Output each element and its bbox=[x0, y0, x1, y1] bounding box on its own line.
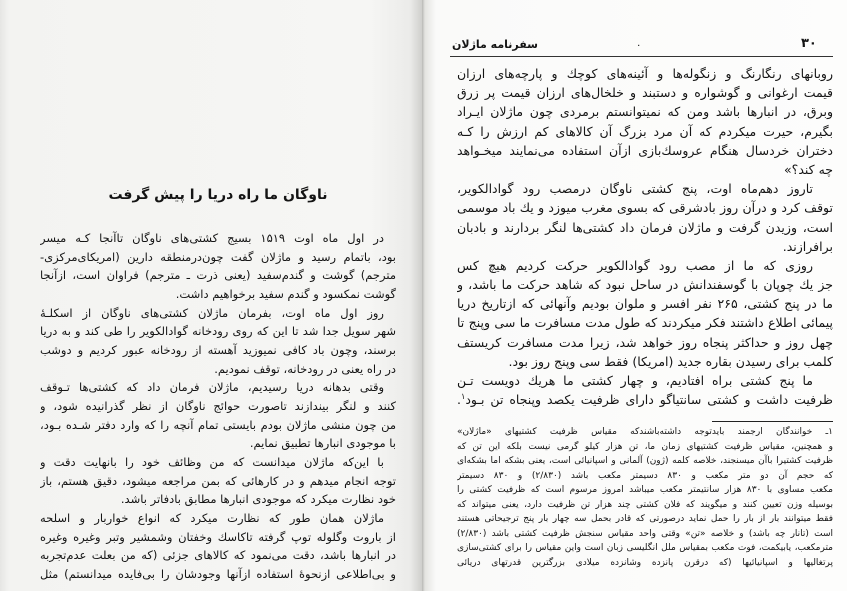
text-line: است، وزیدن گرفت و ماژلان فرمان داد کشتی‌ها لنگر بردارند و بادبان bbox=[457, 219, 833, 235]
text-line: قیمت ارغوانی و گوشواره و دستبند و خلخال‌های ارزان قیمت پر زرق bbox=[457, 85, 833, 101]
text-line: بگیرم، حیرت میکردم که آن مرد بزرگ آن کالاهای کم ارزش را کـه bbox=[457, 123, 833, 139]
footnote-line: مکعب مساوی با ۸۳۰ هزار سانتیمتر مکعب میباشد امروز مرسوم است که ظرفیت کشتی را bbox=[457, 485, 833, 495]
page-number: ۳۰ bbox=[801, 36, 817, 51]
paragraph bbox=[40, 229, 396, 304]
text-line: روز اول ماه اوت، بفرمان ماژلان کشتی‌های ناوگان از اسکلـهٔ bbox=[40, 305, 384, 320]
footnote-line: ۱ـ خوانندگان ارجمند بایدتوجه داشته‌باشندکه مقیاس ظرفیت کشتیهای «ماژلان» bbox=[457, 427, 833, 437]
footnote-line: و همچنین، مقیاس ظرفیت کشتیهای زمان ما، تن هزار کیلو گرمی نیست بلکه این تن که bbox=[457, 441, 833, 452]
text-line: کلمب برای رسیدن بقاره جدید (امریکا) فقط سی وپنج روز بود. bbox=[508, 353, 833, 369]
text-line: در اول ماه اوت ۱۵۱۹ بسیج کشتی‌های ناوگان تاآنجا کـه میسر bbox=[40, 231, 384, 245]
footnote-line: که حجم آن دو متر مکعب و ۸۳۰ دسیمتر مکعب باشد (۲/۸۳۰) و ۸۳۰ دسیمتر bbox=[457, 470, 833, 481]
text-line: روبانهای رنگارنگ و زنگوله‌ها و آئینه‌های کوچك و پارچه‌های ارزان bbox=[457, 66, 833, 81]
section-title bbox=[40, 185, 396, 205]
text-line: در انبارها باشد، دقت می‌نمود که کالاهای جزئی (که من بعلت عدم‌تجربه bbox=[40, 548, 396, 563]
text-line: از باروت وگلوله توپ گرفته تاکاسك وخفتان وشمشیر وتبر وغیره وغیره bbox=[40, 529, 396, 544]
left-page-body bbox=[40, 229, 396, 583]
section-title-text: ناوگان ما راه دریا را پیش گرفت bbox=[108, 187, 328, 203]
text-line: تاروز دهم‌ماه اوت، پنج کشتی ناوگان درمصب رود گوادالکویر، bbox=[457, 181, 813, 197]
text-line: و بی‌اطلاعی ازنحوهٔ استفاده ازآنها وجودشان را بی‌فایده میدانستم) مثل bbox=[40, 566, 396, 581]
text-line: دختران خردسال هنگام عروسك‌بازی ازآن استفاده می‌نمایند میخـواهد bbox=[457, 142, 833, 158]
footnote-line: پرتغالیها و اسپانیائیها (که درقرن پانزده وشانزده میلادی بزرگترین قدرتهای دریائی bbox=[457, 557, 833, 568]
footnote-line: است (تانار چه باشد) و خلاصه «تن» وقتی واحد مقیاس سنجش ظرفیت کشتی باشد (۲/۸۳۰) bbox=[457, 528, 833, 539]
text-line bbox=[457, 390, 833, 409]
header-rule bbox=[450, 56, 833, 57]
text-line: پیمائی اطلاع داشتند فکر میکردند که طول مدت مسافرت ما سی وپنج تا bbox=[457, 315, 833, 331]
paragraph bbox=[40, 453, 396, 509]
text-line: روزی که ما از مصب رود گوادالکویر حرکت کردیم هیچ کس bbox=[457, 257, 813, 273]
header-ornament: ۰ bbox=[636, 40, 642, 51]
text-line: چهل روز و حداکثر پنجاه روز خواهد شد، زیرا مدت مسافرت کریستف bbox=[457, 334, 833, 350]
text-line: ماژلان همان طور که نظارت میکرد که انواع خواربار و اسلحه bbox=[40, 510, 384, 525]
text-line: مترجم) گوشت و گندم‌سفید (یعنی ذرت ـ مترجم) فراوان است، ازآنجا bbox=[40, 268, 396, 283]
text-line: گوشت نمکسود و گندم سفید برخواهیم داشت. bbox=[175, 286, 396, 301]
text-line: خود نظارت میکرد که موجودی انبارها مطابق بادفاتر باشد. bbox=[120, 492, 396, 507]
paragraph bbox=[40, 378, 396, 453]
text-line: برسند، وچون باد کافی نمیوزید آهسته از رودخانه عبور کردیم و دوشب bbox=[40, 342, 396, 357]
text-line: شهر سویل جدا شد تا این که روی رودخانه گوادالکویر را طی کند و به دریا bbox=[40, 324, 396, 339]
footnote-line: بوسیله وزن تعیین کنند و میگویند که فلان کشتی چند هزار تن ظرفیت دارد، یعنی میتواند که bbox=[457, 499, 833, 510]
text-line: در راه یعنی در رودخانه، توقف نمودیم. bbox=[214, 361, 396, 376]
text-line: چه کند؟» bbox=[784, 161, 833, 177]
footnote-line: مترمکعب، یابیکمت، فوت مکعب بمقیاس ملل انگلیسی زبان است واین مقیاس را برای کشتی‌سازی bbox=[457, 543, 833, 553]
text-line: وقتی بدهانه دریا رسیدیم، ماژلان فرمان داد که کشتی‌ها تـوقف bbox=[40, 380, 384, 395]
paragraph bbox=[457, 64, 833, 179]
text-line: ما پنج کشتی براه افتادیم، و چهار کشتی ما هریك دویست تـن bbox=[457, 373, 813, 388]
running-title: سفرنامه ماژلان bbox=[452, 38, 539, 51]
paragraph bbox=[40, 304, 396, 379]
text-line: من چون منشی ماژلان بودم بایستی تمام آنچه را که وارد دفتر شـده بـود، bbox=[40, 417, 396, 432]
footnote-rule bbox=[712, 421, 833, 422]
footnote bbox=[457, 425, 833, 570]
footnote-marker: ۱ bbox=[460, 391, 466, 402]
paragraph bbox=[457, 179, 833, 256]
text-line: با موجودی انبارها تطبیق نمایم. bbox=[249, 436, 396, 451]
paragraph bbox=[40, 509, 396, 584]
line-closing-punctuation: . bbox=[457, 392, 461, 408]
footnote-line: ظرفیت کشتیرا باآن میسنجند، خلاصه کلمه (ژون) آلمانی و اسپانیائی است، یعنی بشکه اما بشکه‌ای bbox=[457, 456, 833, 466]
text-line: توقف کرد و درآن روز بادشرقی که بسوی مغرب میوزد و یك باد موسمی bbox=[457, 200, 833, 216]
paragraph bbox=[457, 256, 833, 371]
text-line: کنند و لنگر بیندازند تاصورت حوائج ناوگان از نظر گذرانیده شود، و bbox=[40, 398, 396, 413]
right-page-body bbox=[457, 64, 833, 409]
paragraph bbox=[457, 371, 833, 409]
text-line: بود، باتمام رسید و ماژلان گفت چون‌درمنطقه دارین (امریکای‌مرکزی- bbox=[40, 249, 396, 264]
text-line: وبرق، در انبارها باشد ومن که نمیتوانستم برمردی چون ماژلان ایـراد bbox=[457, 104, 833, 120]
text-line-segment: ظرفیت داشت و کشتی سانتیاگو دارای ظرفیت یکصد وپنجاه تن بـود bbox=[465, 392, 833, 408]
text-line: با این‌که ماژلان میدانست که من وظائف خود را بانهایت دقت و bbox=[40, 454, 384, 469]
text-line: برافرازند. bbox=[782, 238, 833, 254]
footnote-line: فقط میتوانند بار از بار را حمل نماید درصورتی که قادر بحمل سه چهار بار پنج ترجیحاتی هستند bbox=[457, 514, 833, 524]
text-line: توجه انجام میدهم و در کارهائی که بمن مراجعه میشود، دقیق هستم، باز bbox=[40, 473, 396, 488]
text-line: ما در پنج کشتی، ۲۶۵ نفر افسر و ملوان بودیم وآنهائی که ازتاریخ دریا bbox=[457, 296, 833, 312]
text-line: جز یك چوپان با گوسفندانش در ساحل نبود که شاهد حرکت ما باشد، و bbox=[457, 277, 833, 293]
